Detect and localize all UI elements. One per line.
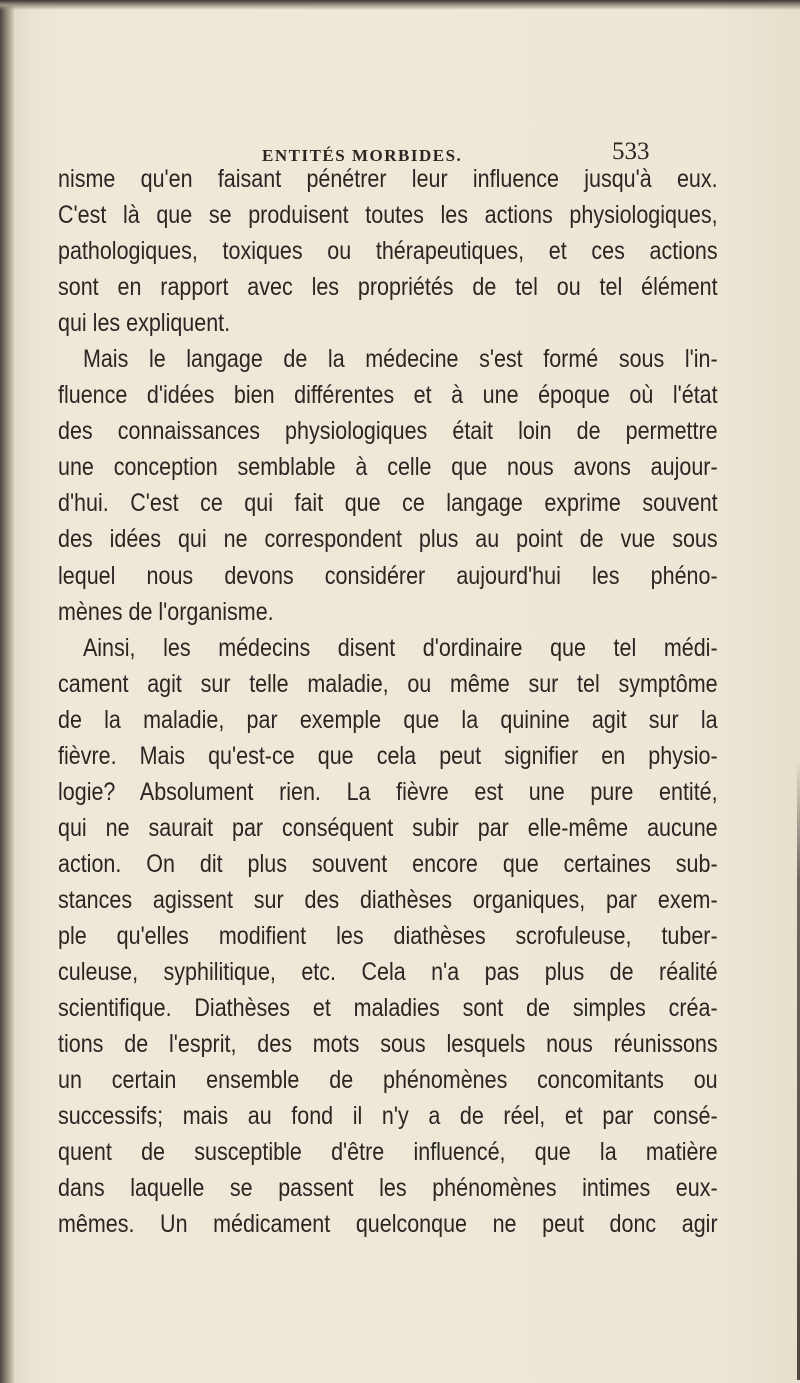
text-line: successifs; mais au fond il n'y a de réel, et par consé- xyxy=(58,1102,718,1131)
text-line: qui les expliquent. xyxy=(58,309,231,338)
text-line: stances agissent sur des diathèses organiques, par exem- xyxy=(58,885,718,914)
text-line: lequel nous devons considérer aujourd'hui les phéno- xyxy=(58,561,718,590)
text-line: des connaissances physiologiques était loin de permettre xyxy=(58,417,718,446)
text-line: logie? Absolument rien. La fièvre est une pure entité, xyxy=(58,777,718,806)
page-top-edge xyxy=(0,0,800,10)
running-header: ENTITÉS MORBIDES. xyxy=(262,146,463,165)
text-line: scientifique. Diathèses et maladies sont de simples créa- xyxy=(58,994,718,1023)
text-line: tions de l'esprit, des mots sous lesquels nous réunissons xyxy=(58,1030,718,1059)
text-line: nisme qu'en faisant pénétrer leur influence jusqu'à eux. xyxy=(58,165,718,193)
text-line: fluence d'idées bien différentes et à une époque où l'état xyxy=(58,381,718,410)
text-line: d'hui. C'est ce qui fait que ce langage exprime souvent xyxy=(58,489,718,518)
text-line: pathologiques, toxiques ou thérapeutiques, et ces actions xyxy=(58,237,718,266)
text-line: Ainsi, les médecins disent d'ordinaire que tel médi- xyxy=(82,633,718,662)
page-number: 533 xyxy=(612,138,650,165)
text-line: de la maladie, par exemple que la quinine agit sur la xyxy=(58,705,718,734)
text-line: mêmes. Un médicament quelconque ne peut donc agir xyxy=(58,1210,718,1239)
text-line: ple qu'elles modifient les diathèses scrofuleuse, tuber- xyxy=(58,921,718,950)
text-line: quent de susceptible d'être influencé, que la matière xyxy=(58,1138,718,1167)
text-line: un certain ensemble de phénomènes concomitants ou xyxy=(58,1066,718,1095)
text-line: fièvre. Mais qu'est-ce que cela peut signifier en physio- xyxy=(58,741,718,770)
body-text xyxy=(58,161,718,1242)
text-line: culeuse, syphilitique, etc. Cela n'a pas plus de réalité xyxy=(58,958,718,987)
text-line: Mais le langage de la médecine s'est formé sous l'in- xyxy=(82,345,718,374)
text-line: une conception semblable à celle que nous avons aujour- xyxy=(58,453,718,482)
text-line: qui ne saurait par conséquent subir par elle-même aucune xyxy=(58,813,718,842)
text-line: des idées qui ne correspondent plus au point de vue sous xyxy=(58,525,718,554)
binding-shadow xyxy=(0,0,14,1383)
text-line: C'est là que se produisent toutes les actions physiologiques, xyxy=(58,201,718,230)
text-line: mènes de l'organisme. xyxy=(58,597,274,626)
text-line: dans laquelle se passent les phénomènes intimes eux- xyxy=(58,1174,718,1203)
text-line: cament agit sur telle maladie, ou même sur tel symptôme xyxy=(58,669,718,698)
text-line: sont en rapport avec les propriétés de tel ou tel élément xyxy=(58,273,718,302)
text-line: action. On dit plus souvent encore que certaines sub- xyxy=(58,849,718,878)
